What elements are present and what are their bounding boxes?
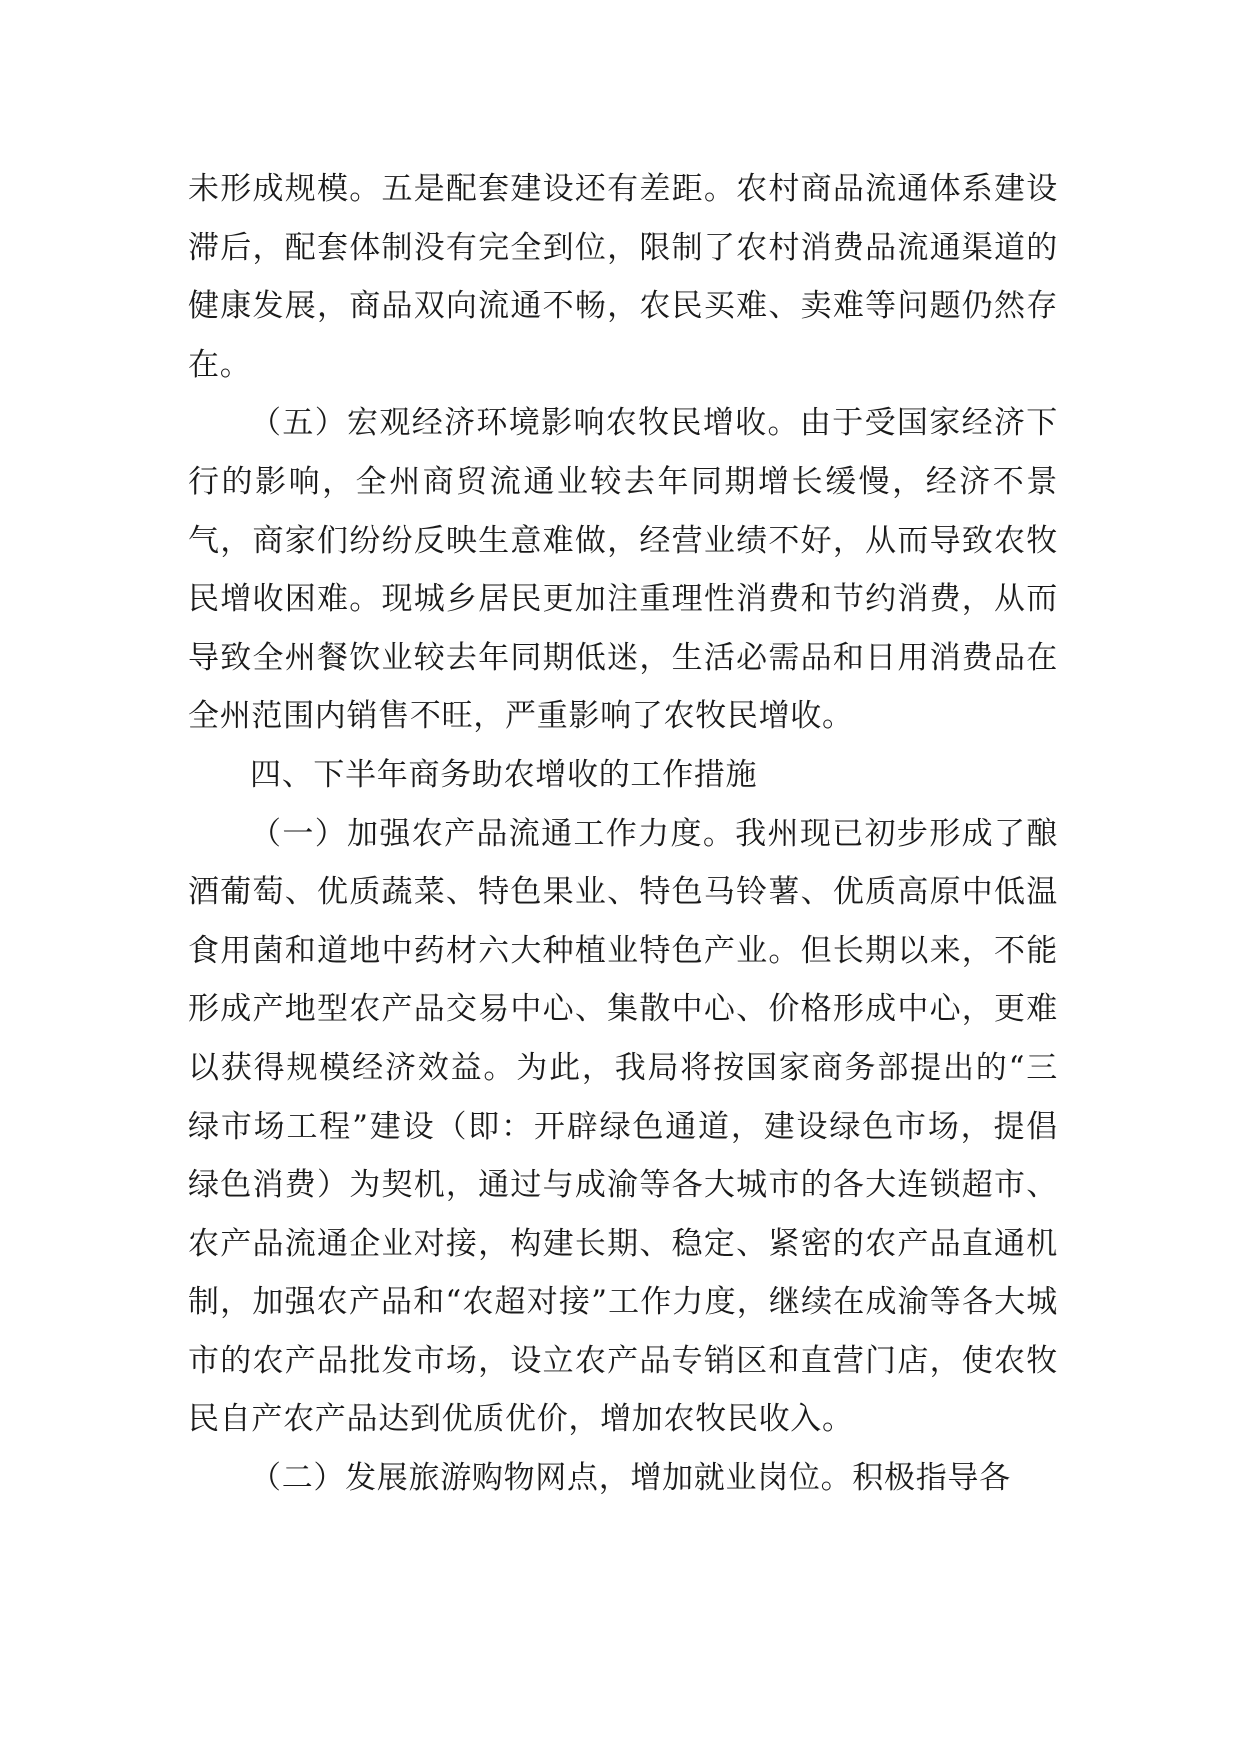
paragraph-tourism-shopping: （二）发展旅游购物网点，增加就业岗位。积极指导各 — [250, 1460, 1011, 1497]
paragraph-continuation: 未形成规模。五是配套建设还有差距。农村商品流通体系建设滞后，配套体制没有完全到位，限制了农村消费品流通渠道的健康发展，商品双向流通不畅，农民买难、卖难等问题仍然存在。 — [188, 171, 1058, 383]
section-heading-measures: 四、下半年商务助农增收的工作措施 — [250, 756, 758, 793]
paragraph-agri-circulation: （一）加强农产品流通工作力度。我州现已初步形成了酿酒葡萄、优质蔬菜、特色果业、特色马铃薯、优质高原中低温食用菌和道地中药材六大种植业特色产业。但长期以来，不能形成产地型农产品交易中心、集散中心、价格形成中心，更难以获得规模经济效益。为此，我局将按国家商务部提出的“三绿市场工程”建设（即：开辟绿色通道，建设绿色市场，提倡绿色消费）为契机，通过与成渝等各大城市的各大连锁超市、农产品流通企业对接，构建长期、稳定、紧密的农产品直通机制，加强农产品和“农超对接”工作力度，继续在成渝等各大城市的农产品批发市场，设立农产品专销区和直营门店，使农牧民自产农产品达到优质优价，增加农牧民收入。 — [188, 815, 1058, 1438]
document-body — [188, 160, 1058, 1508]
paragraph-macro-economy: （五）宏观经济环境影响农牧民增收。由于受国家经济下行的影响，全州商贸流通业较去年同期增长缓慢，经济不景气，商家们纷纷反映生意难做，经营业绩不好，从而导致农牧民增收困难。现城乡居民更加注重理性消费和节约消费，从而导致全州餐饮业较去年同期低迷，生活必需品和日用消费品在全州范围内销售不旺，严重影响了农牧民增收。 — [188, 405, 1058, 735]
